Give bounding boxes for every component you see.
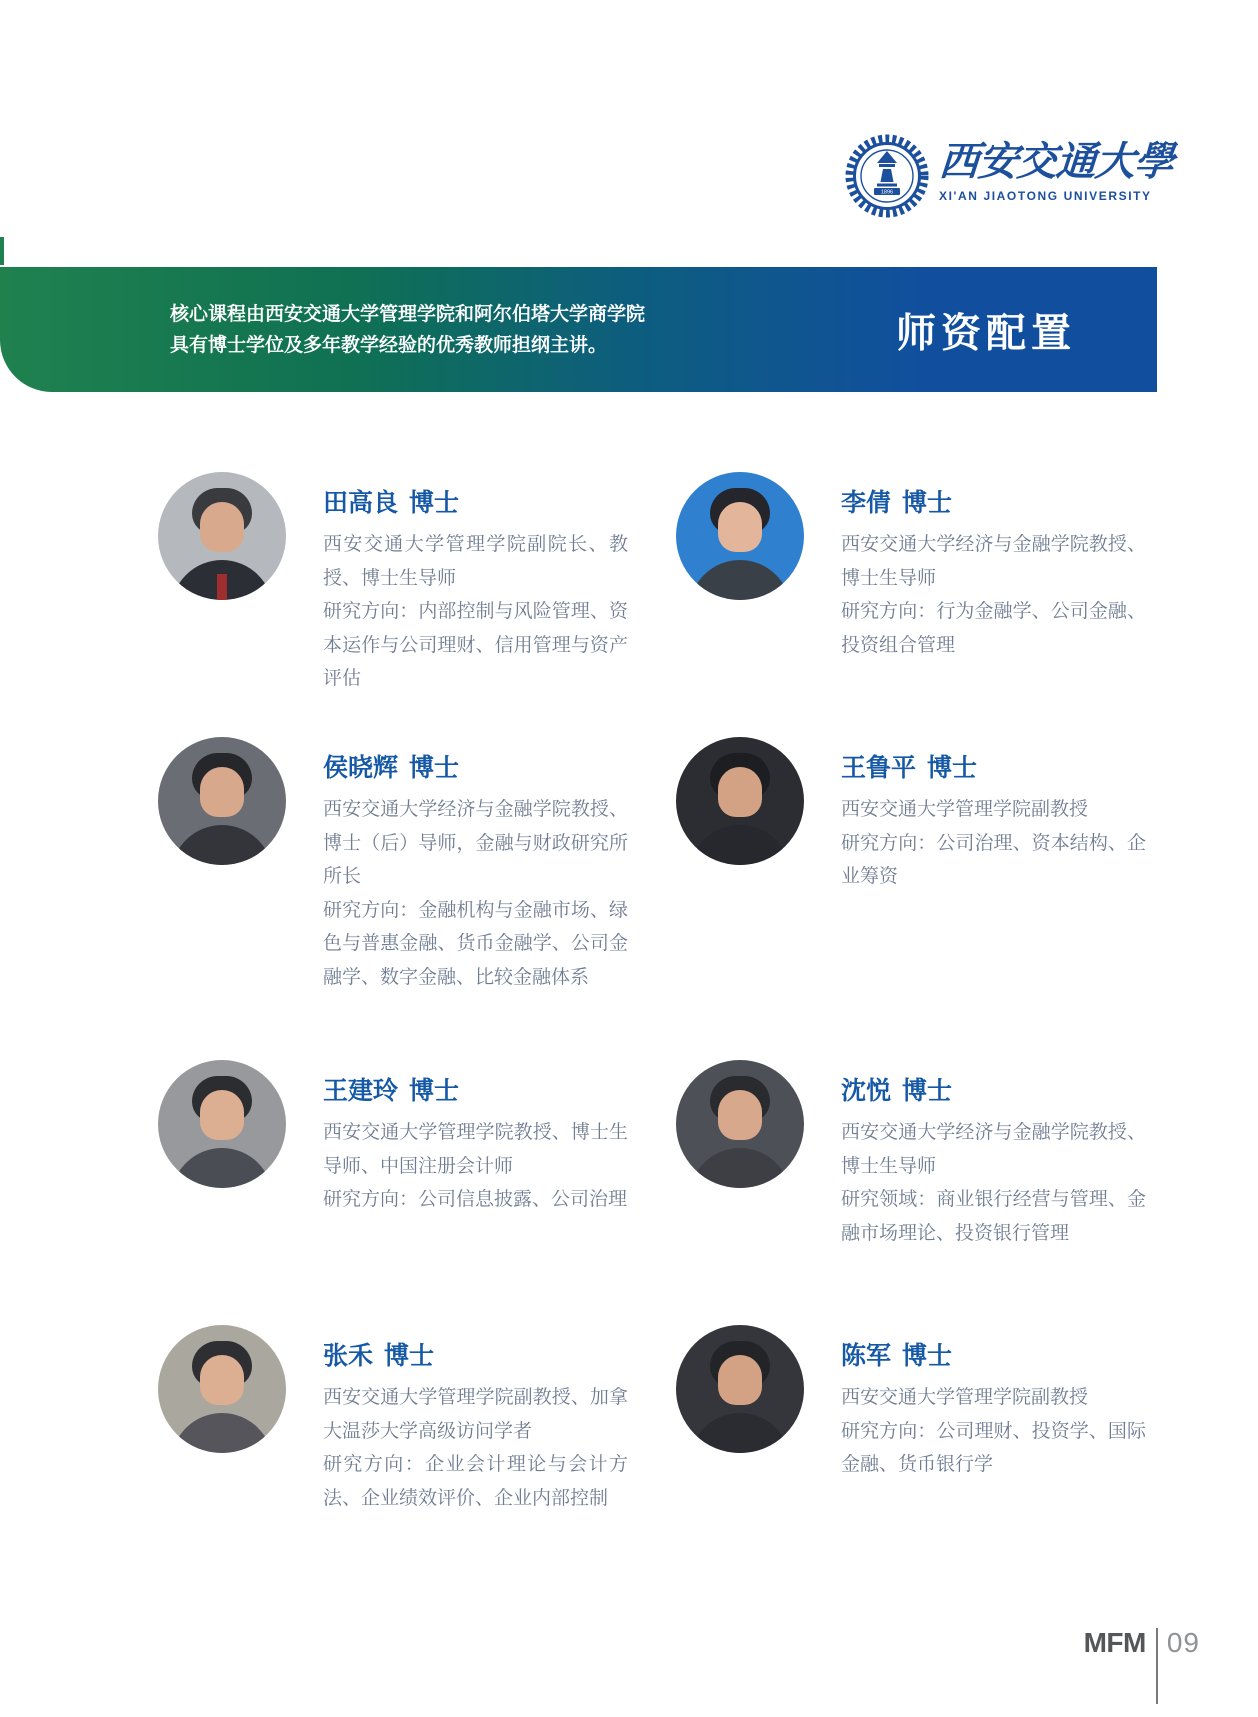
university-name-en: XI'AN JIAOTONG UNIVERSITY (939, 189, 1152, 203)
faculty-name-cn: 沈悦 (841, 1077, 892, 1105)
faculty-photo (676, 1060, 804, 1188)
avatar-tie (217, 839, 227, 865)
avatar-tie (217, 574, 227, 600)
faculty-research: 研究方向：金融机构与金融市场、绿色与普惠金融、货币金融学、公司金融学、数字金融、比较金融体系 (323, 899, 628, 988)
faculty-info (841, 1325, 1146, 1482)
faculty-name (841, 753, 1146, 783)
faculty-degree: 博士 (927, 754, 978, 782)
faculty-degree: 博士 (409, 754, 460, 782)
avatar-face (200, 502, 244, 552)
faculty-card (158, 1325, 628, 1515)
faculty-position: 西安交通大学经济与金融学院教授、博士生导师 (841, 534, 1146, 589)
program-brand: MFM (1083, 1627, 1146, 1658)
faculty-photo (158, 1325, 286, 1453)
faculty-name-cn: 王建玲 (323, 1077, 399, 1105)
faculty-bio (323, 528, 628, 696)
faculty-info (841, 737, 1146, 894)
svg-text:1896: 1896 (880, 189, 894, 196)
faculty-position: 西安交通大学管理学院副教授 (841, 1387, 1089, 1408)
faculty-research: 研究方向：公司信息披露、公司治理 (323, 1189, 628, 1210)
faculty-degree: 博士 (409, 1077, 460, 1105)
avatar-face (200, 767, 244, 817)
page-footer (1084, 1628, 1200, 1704)
avatar-tie (735, 1162, 745, 1188)
faculty-photo (158, 737, 286, 865)
page-number: 09 (1166, 1627, 1200, 1658)
faculty-name-cn: 侯晓辉 (323, 754, 399, 782)
faculty-info (323, 472, 628, 696)
avatar-face (200, 1355, 244, 1405)
page-edge-accent (0, 237, 4, 265)
faculty-name (841, 1076, 1146, 1106)
faculty-position: 西安交通大学经济与金融学院教授、博士（后）导师，金融与财政研究所所长 (323, 799, 628, 887)
university-emblem-icon (845, 134, 929, 218)
faculty-photo (676, 737, 804, 865)
faculty-research: 研究方向：公司理财、投资学、国际金融、货币银行学 (841, 1420, 1146, 1475)
faculty-research: 研究方向：企业会计理论与会计方法、企业绩效评价、企业内部控制 (323, 1454, 628, 1509)
faculty-position: 西安交通大学管理学院副教授、加拿大温莎大学高级访问学者 (323, 1387, 628, 1442)
faculty-position: 西安交通大学管理学院副院长、教授、博士生导师 (323, 534, 628, 589)
faculty-position: 西安交通大学经济与金融学院教授、博士生导师 (841, 1122, 1146, 1177)
university-name-cn: 西安交通大學 (937, 139, 1175, 184)
avatar-face (200, 1090, 244, 1140)
avatar-face (718, 502, 762, 552)
faculty-photo (676, 472, 804, 600)
faculty-card (158, 737, 628, 994)
section-title: 师资配置 (896, 310, 1076, 355)
faculty-bio (323, 793, 628, 994)
faculty-card (676, 1060, 1146, 1250)
faculty-name-cn: 陈军 (841, 1342, 892, 1370)
faculty-name (323, 1341, 628, 1371)
avatar-face (718, 767, 762, 817)
faculty-card (158, 1060, 628, 1217)
faculty-bio (323, 1381, 628, 1515)
faculty-research: 研究方向：行为金融学、公司金融、投资组合管理 (841, 601, 1146, 656)
faculty-bio (841, 528, 1146, 662)
faculty-name-cn: 李倩 (841, 489, 892, 517)
faculty-bio (323, 1116, 628, 1217)
avatar-tie (735, 839, 745, 865)
faculty-bio (841, 1116, 1146, 1250)
faculty-card (676, 1325, 1146, 1482)
avatar-tie (735, 1427, 745, 1453)
faculty-bio (841, 793, 1146, 894)
university-name (939, 134, 1173, 203)
avatar-tie (735, 574, 745, 600)
faculty-name-cn: 张禾 (323, 1342, 374, 1370)
faculty-name (841, 1341, 1146, 1371)
banner-description-line2: 具有博士学位及多年教学经验的优秀教师担纲主讲。 (170, 334, 608, 356)
faculty-name (323, 753, 628, 783)
faculty-photo (158, 472, 286, 600)
faculty-card (676, 737, 1146, 894)
faculty-bio (841, 1381, 1146, 1482)
faculty-degree: 博士 (902, 1077, 953, 1105)
faculty-research: 研究方向：内部控制与风险管理、资本运作与公司理财、信用管理与资产评估 (323, 601, 628, 689)
banner-description (170, 299, 645, 361)
university-logo (845, 134, 1173, 218)
faculty-degree: 博士 (902, 489, 953, 517)
faculty-info (841, 472, 1146, 662)
faculty-name-cn: 王鲁平 (841, 754, 917, 782)
faculty-info (323, 1060, 628, 1217)
faculty-card (676, 472, 1146, 662)
faculty-name (323, 1076, 628, 1106)
faculty-position: 西安交通大学管理学院教授、博士生导师、中国注册会计师 (323, 1122, 628, 1177)
avatar-tie (217, 1162, 227, 1188)
faculty-degree: 博士 (384, 1342, 435, 1370)
faculty-research: 研究方向：公司治理、资本结构、企业筹资 (841, 832, 1146, 887)
faculty-name-cn: 田高良 (323, 489, 399, 517)
faculty-photo (158, 1060, 286, 1188)
faculty-degree: 博士 (409, 489, 460, 517)
faculty-info (323, 737, 628, 994)
faculty-info (323, 1325, 628, 1515)
faculty-photo (676, 1325, 804, 1453)
faculty-research: 研究领域：商业银行经营与管理、金融市场理论、投资银行管理 (841, 1189, 1146, 1244)
section-banner (0, 267, 1157, 392)
faculty-name (323, 488, 628, 518)
avatar-face (718, 1090, 762, 1140)
faculty-position: 西安交通大学管理学院副教授 (841, 799, 1089, 820)
footer-divider (1156, 1628, 1158, 1704)
faculty-info (841, 1060, 1146, 1250)
avatar-face (718, 1355, 762, 1405)
avatar-tie (217, 1427, 227, 1453)
faculty-card (158, 472, 628, 696)
banner-description-line1: 核心课程由西安交通大学管理学院和阿尔伯塔大学商学院 (170, 303, 646, 325)
faculty-degree: 博士 (902, 1342, 953, 1370)
faculty-name (841, 488, 1146, 518)
